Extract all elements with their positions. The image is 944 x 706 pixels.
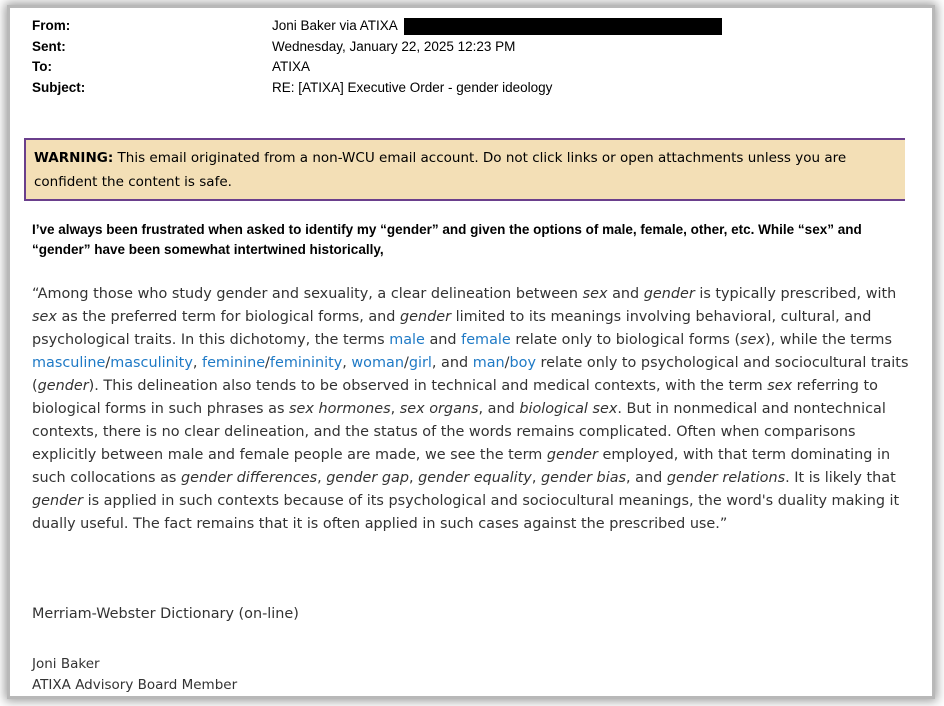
- from-value: [272, 16, 722, 37]
- email-screenshot: [10, 8, 932, 696]
- quote-source: Merriam-Webster Dictionary (on-line): [32, 606, 299, 622]
- subject-label: Subject:: [32, 79, 86, 95]
- italic-term: sex: [740, 332, 765, 348]
- italic-term: gender: [400, 309, 452, 325]
- email-signature: [32, 654, 237, 696]
- quote-text: relate only to biological forms (: [510, 332, 741, 348]
- quote-text: /: [105, 355, 111, 371]
- italic-term: gender: [643, 286, 695, 302]
- italic-term: biological sex: [519, 401, 618, 417]
- quote-text: , and: [626, 470, 667, 486]
- signature-name: Joni Baker: [32, 656, 100, 672]
- quote-text: ), while the terms: [765, 332, 892, 348]
- from-sender: Joni Baker via ATIXA: [272, 18, 398, 33]
- link-masculine[interactable]: masculine: [32, 355, 106, 371]
- quote-text: ,: [192, 355, 203, 371]
- external-email-warning: [24, 138, 905, 201]
- quote-text: /: [504, 355, 510, 371]
- quote-text: and: [424, 332, 462, 348]
- italic-term: gender gap: [326, 470, 409, 486]
- italic-term: sex hormones: [289, 401, 391, 417]
- intro-paragraph: I’ve always been frustrated when asked to identify my “gender” and given the options of male, female, other, etc. While “sex” and “gender” have been somewhat intertwined historically,: [32, 222, 862, 257]
- quote-text: is typically prescribed, with: [694, 286, 897, 302]
- warning-label: WARNING:: [34, 150, 114, 166]
- sent-value: Wednesday, January 22, 2025 12:23 PM: [272, 38, 516, 54]
- link-femininity[interactable]: femininity: [269, 355, 343, 371]
- quote-text: ). This delineation also tends to be observed in technical and medical contexts, with the term: [88, 378, 768, 394]
- italic-term: sex: [582, 286, 608, 302]
- to-value: ATIXA: [272, 59, 311, 74]
- quote-text: and: [607, 286, 644, 302]
- quote-text: ,: [531, 470, 541, 486]
- sent-label: Sent:: [32, 38, 66, 54]
- italic-term: gender differences: [181, 470, 318, 486]
- quote-text: ,: [390, 401, 400, 417]
- link-masculinity[interactable]: masculinity: [110, 355, 193, 371]
- link-woman[interactable]: woman: [351, 355, 404, 371]
- link-feminine[interactable]: feminine: [202, 355, 266, 371]
- italic-term: sex: [32, 309, 57, 325]
- link-female[interactable]: female: [461, 332, 511, 348]
- italic-term: gender: [546, 447, 598, 463]
- italic-term: gender: [32, 493, 84, 509]
- italic-term: gender relations: [666, 470, 786, 486]
- quote-text: relate only to psychological and sociocultural traits (: [32, 355, 909, 394]
- quote-text: as the preferred term for biological forms, and: [56, 309, 401, 325]
- redaction-bar: [404, 18, 722, 35]
- italic-term: gender bias: [540, 470, 627, 486]
- quote-text: /: [265, 355, 270, 371]
- quote-text: /: [403, 355, 409, 371]
- link-male[interactable]: male: [389, 332, 425, 348]
- quote-text: ,: [342, 355, 352, 371]
- warning-text: This email originated from a non-WCU email account. Do not click links or open attachments unless you are confident the content is safe.: [34, 150, 847, 190]
- quote-text: employed, with that term dominating in such collocations as: [32, 447, 891, 486]
- dictionary-quote: [32, 283, 912, 536]
- italic-term: gender equality: [418, 470, 532, 486]
- link-girl[interactable]: girl: [408, 355, 432, 371]
- quote-text: is applied in such contexts because of its psychological and sociocultural meanings, the word's duality making it dually useful. The fact remains that it is often applied in such cases against the prescribed use.”: [32, 493, 900, 532]
- quote-text: . It is likely that: [785, 470, 896, 486]
- quote-text: , and: [478, 401, 520, 417]
- link-boy[interactable]: boy: [509, 355, 536, 371]
- to-label: To:: [32, 59, 52, 74]
- italic-term: sex organs: [399, 401, 479, 417]
- quote-text: ,: [408, 470, 419, 486]
- quote-text: referring to biological forms in such phrases as: [32, 378, 878, 417]
- quote-text: . But in nonmedical and nontechnical contexts, there is no clear delineation, and the status of the words remains complicated. Often when comparisons explicitly between male and female people are made, we see the term: [32, 401, 886, 463]
- quote-text: ,: [317, 470, 327, 486]
- quote-text: limited to its meanings involving behavioral, cultural, and psychological traits. In this dichotomy, the terms: [32, 309, 872, 348]
- italic-term: gender: [37, 378, 89, 394]
- italic-term: sex: [767, 378, 793, 394]
- quote-text: , and: [431, 355, 473, 371]
- quote-text: “Among those who study gender and sexuality, a clear delineation between: [32, 286, 583, 302]
- link-man[interactable]: man: [472, 355, 505, 371]
- subject-value: RE: [ATIXA] Executive Order - gender ideology: [272, 79, 553, 95]
- from-label: From:: [32, 18, 71, 33]
- signature-title: ATIXA Advisory Board Member: [32, 677, 238, 693]
